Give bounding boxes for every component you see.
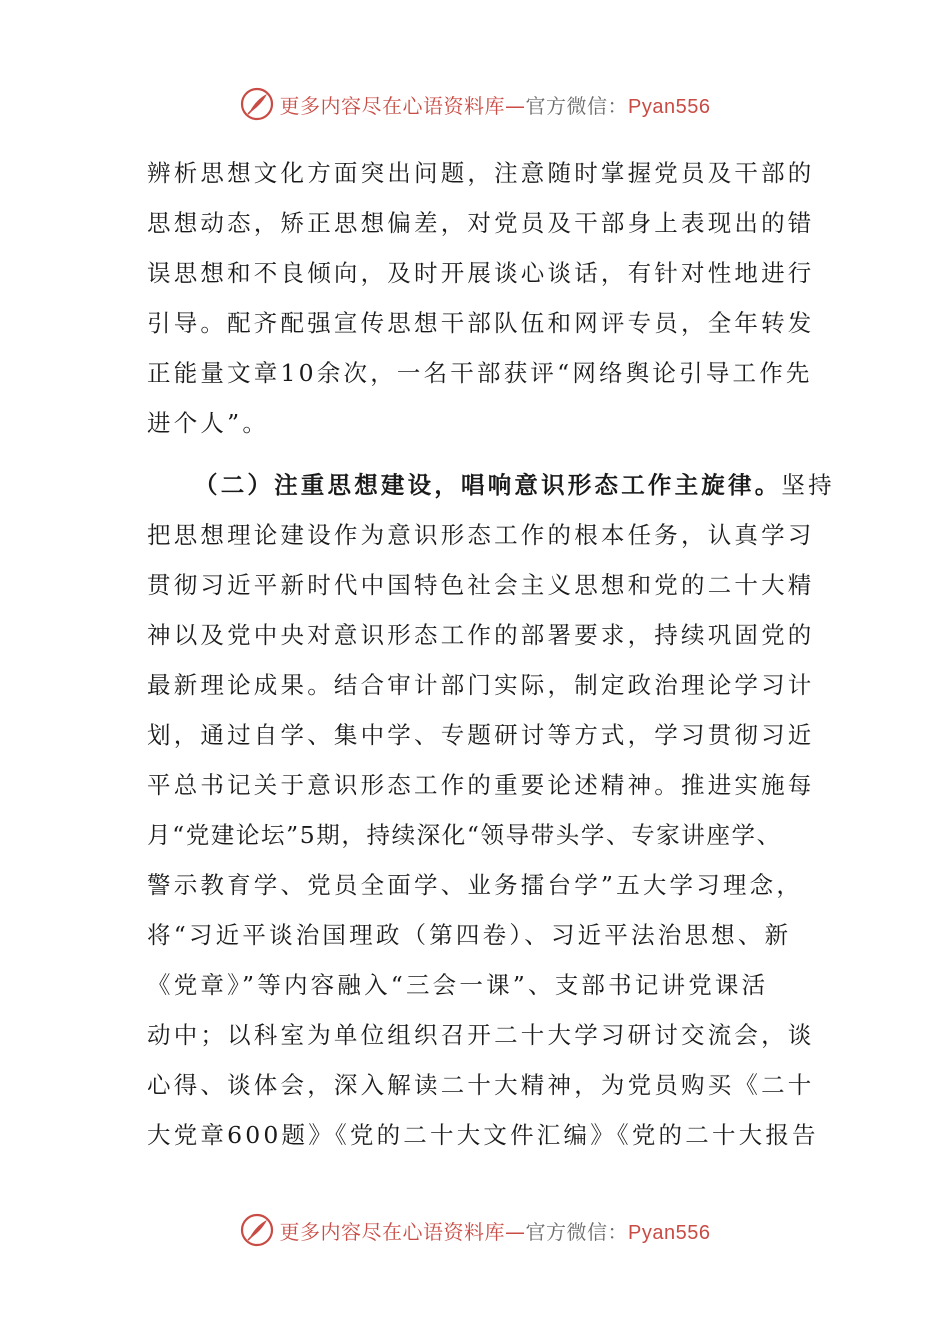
- text-line: 辨析思想文化方面突出问题，注意随时掌握党员及干部的: [147, 159, 815, 187]
- watermark-wechat-id: Pyan556: [628, 1221, 711, 1244]
- header-watermark: [0, 84, 950, 124]
- text-line: 贯彻习近平新时代中国特色社会主义思想和党的二十大精: [147, 571, 815, 599]
- watermark-text: [280, 90, 711, 119]
- text-line: 心得、谈体会，深入解读二十大精神，为党员购买《二十: [147, 1071, 815, 1099]
- section-heading-tail: 坚持: [781, 471, 835, 499]
- quill-logo-icon: [240, 1213, 274, 1247]
- watermark-text: [280, 1216, 711, 1245]
- text-line: 进个人”。: [147, 409, 270, 437]
- watermark-dash: —: [505, 1219, 526, 1244]
- quill-logo-icon: [240, 87, 274, 121]
- text-line: 划，通过自学、集中学、专题研讨等方式，学习贯彻习近: [147, 721, 815, 749]
- text-line: 引导。配齐配强宣传思想干部队伍和网评专员，全年转发: [147, 309, 815, 337]
- watermark-wechat-label: 官方微信：: [525, 1219, 629, 1244]
- text-line: 把思想理论建设作为意识形态工作的根本任务，认真学习: [147, 521, 815, 549]
- watermark-brand: 更多内容尽在心语资料库: [279, 1219, 506, 1244]
- text-line: 正能量文章10余次，一名干部获评“网络舆论引导工作先: [147, 359, 813, 387]
- text-line: 最新理论成果。结合审计部门实际，制定政治理论学习计: [147, 671, 815, 699]
- text-line: 将“习近平谈治国理政（第四卷）、习近平法治思想、新: [147, 921, 792, 949]
- watermark-wechat-id: Pyan556: [628, 95, 711, 118]
- text-line: 大党章600题》《党的二十大文件汇编》《党的二十大报告: [147, 1121, 819, 1149]
- footer-watermark: [0, 1210, 950, 1250]
- watermark-wechat-label: 官方微信：: [525, 93, 629, 118]
- text-line: 月“党建论坛”5期，持续深化“领导带头学、专家讲座学、: [147, 821, 782, 849]
- text-line: 误思想和不良倾向，及时开展谈心谈话，有针对性地进行: [147, 259, 815, 287]
- text-line: 《党章》”等内容融入“三会一课”、支部书记讲党课活: [147, 971, 769, 999]
- section-heading: [147, 460, 835, 510]
- section-heading-bold: （二）注重思想建设，唱响意识形态工作主旋律。: [194, 471, 782, 499]
- paragraph-1: [147, 148, 815, 448]
- document-body: [147, 148, 835, 1160]
- text-line: 神以及党中央对意识形态工作的部署要求，持续巩固党的: [147, 621, 815, 649]
- text-line: 平总书记关于意识形态工作的重要论述精神。推进实施每: [147, 771, 815, 799]
- paragraph-2: [147, 460, 835, 1160]
- watermark-brand: 更多内容尽在心语资料库: [279, 93, 506, 118]
- text-line: 思想动态，矫正思想偏差，对党员及干部身上表现出的错: [147, 209, 815, 237]
- watermark-dash: —: [505, 93, 526, 118]
- text-line: 警示教育学、党员全面学、业务擂台学”五大学习理念，: [147, 871, 804, 899]
- text-line: 动中；以科室为单位组织召开二十大学习研讨交流会，谈: [147, 1021, 815, 1049]
